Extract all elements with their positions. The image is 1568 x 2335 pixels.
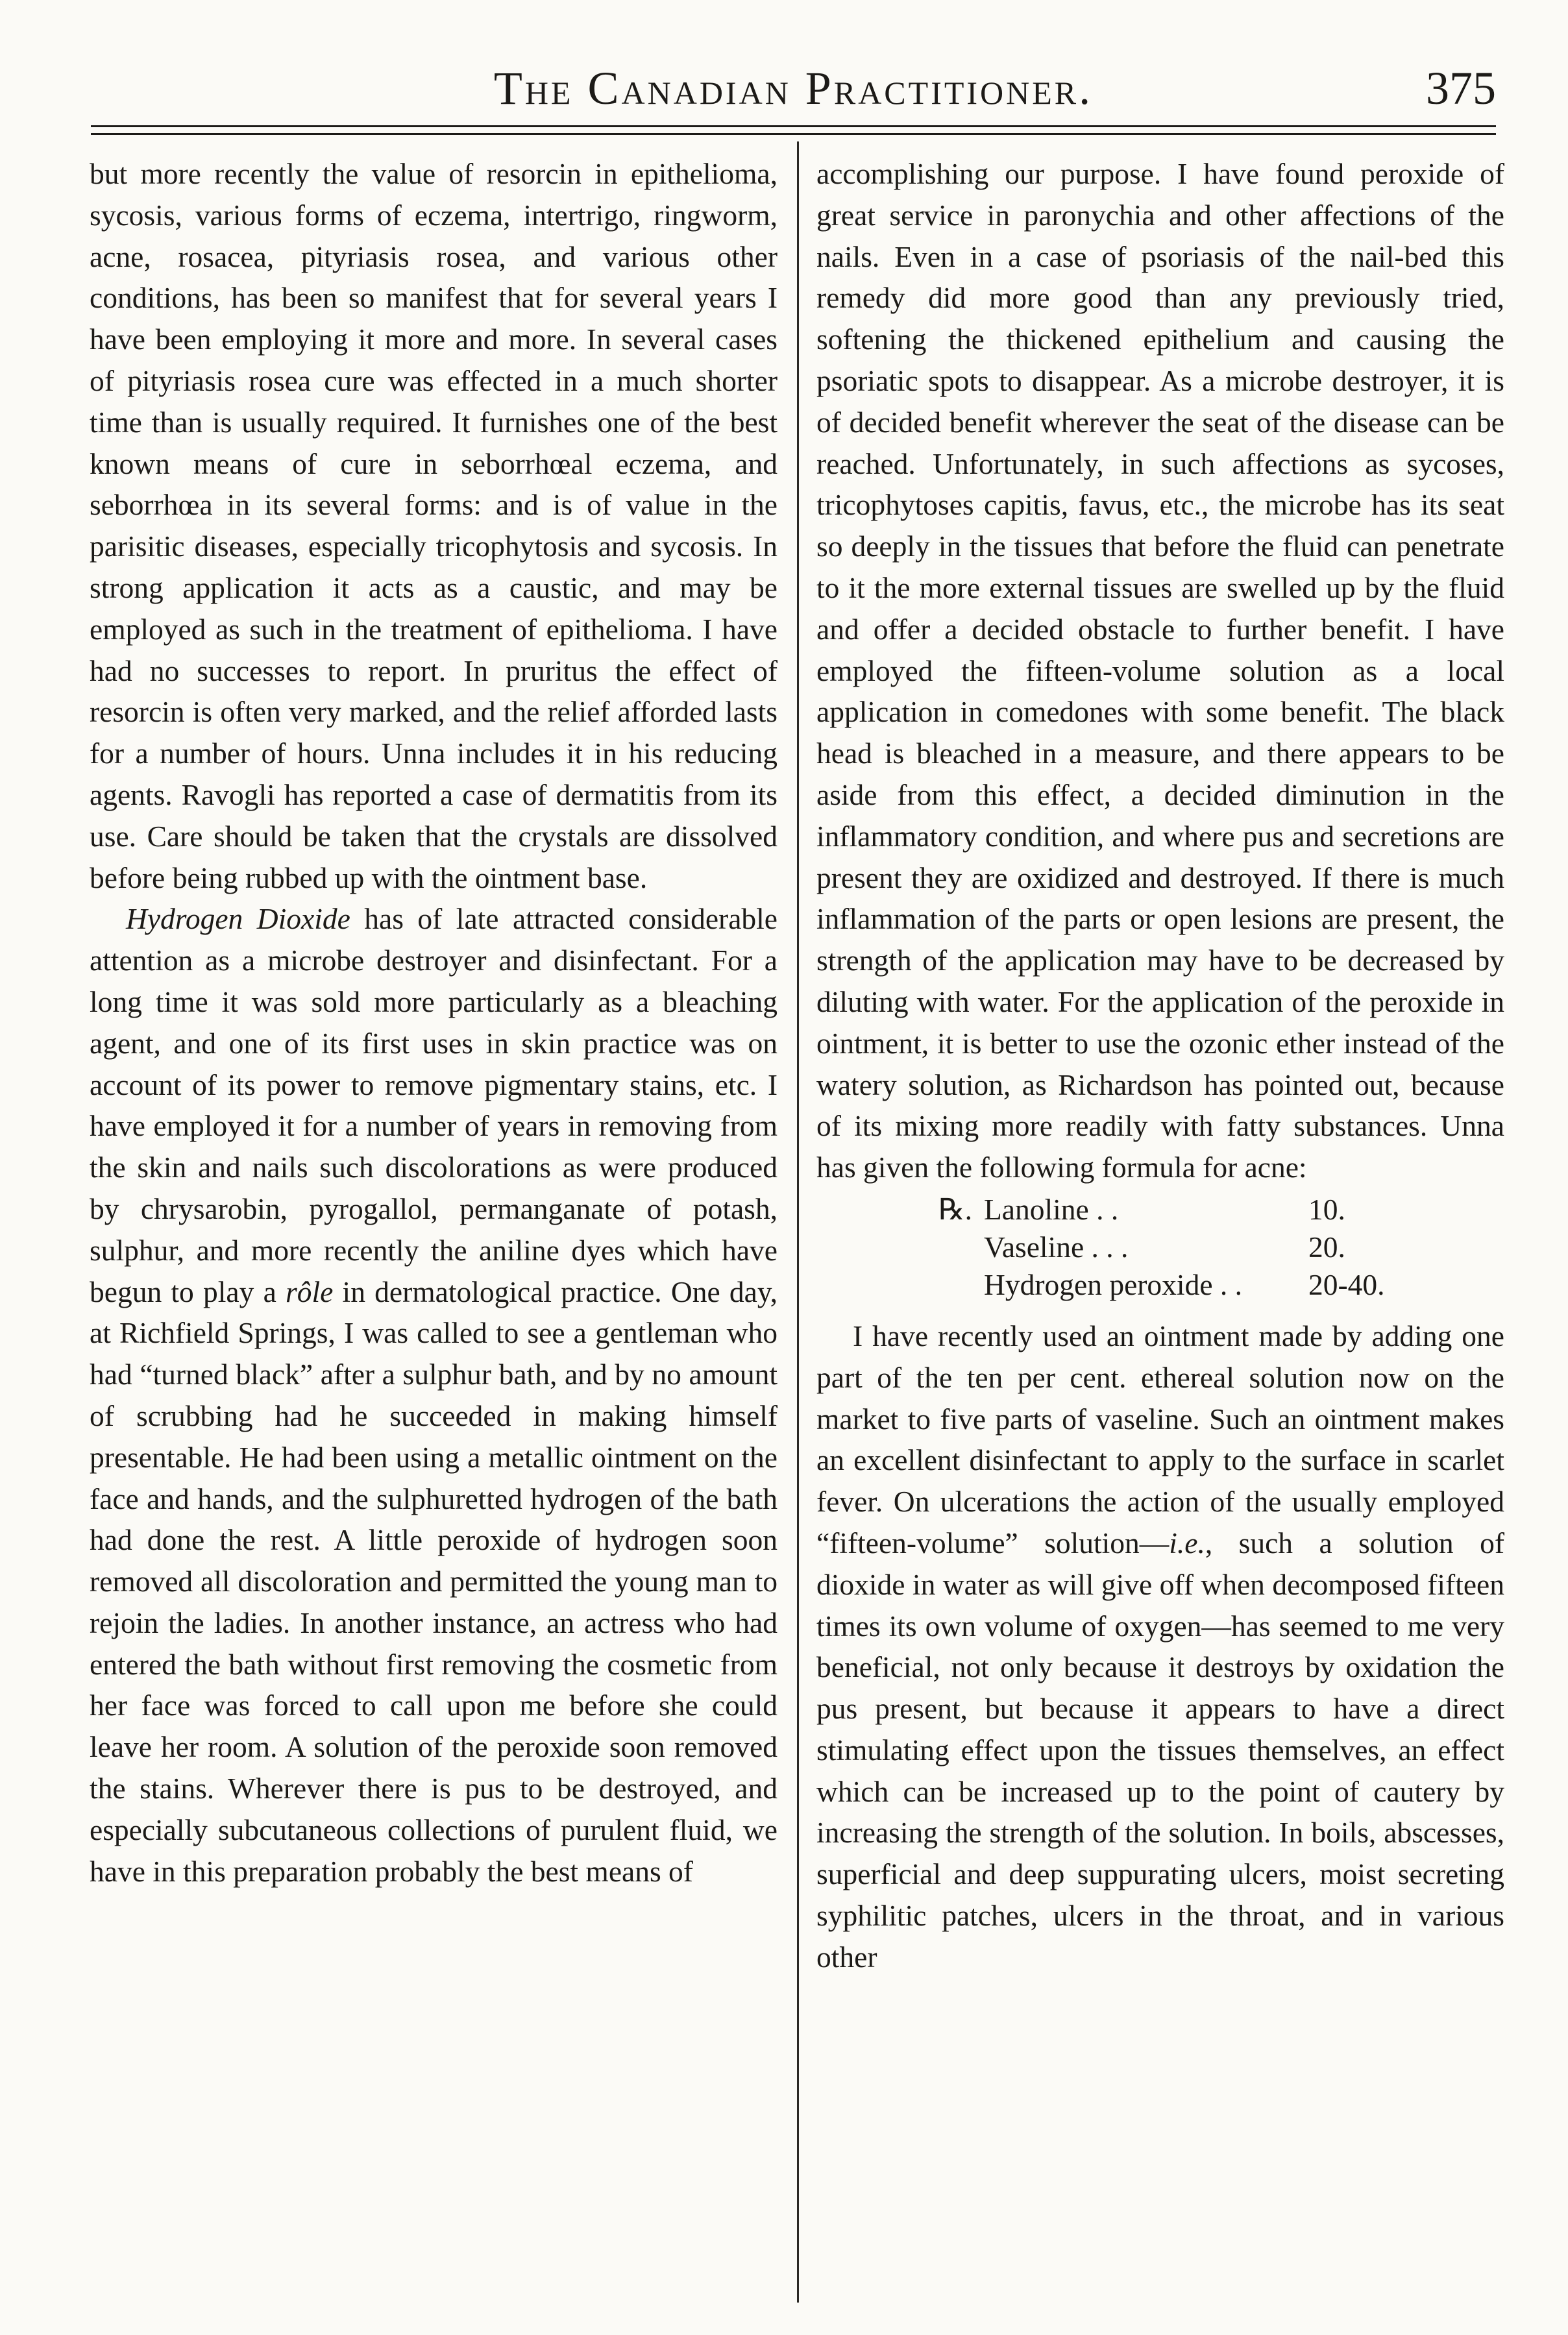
ointment-paragraph: [816, 1315, 1504, 1978]
formula-amount: 20.: [1308, 1230, 1345, 1264]
ointment-text-part1: I have recently used an ointment made by adding one part of the ten per cent. ethereal solution now on the market to five parts of vaseline. Such an ointment makes an excellent disinfectant to apply to the surface in scarlet fever. On ulcerations the action of the usually employed “fifteen-volume” solution—: [816, 1319, 1504, 1559]
resorcin-paragraph: but more recently the value of resorcin in epithelioma, sycosis, various forms of eczema, intertrigo, ringworm, acne, rosacea, pityriasis rosea, and various other conditions, has been so manifest that for several years I have been employing it more and more. In several cases of pityriasis rosea cure was effected in a much shorter time than is usually required. It furnishes one of the best known means of cure in seborrhœal eczema, and seborrhœa in its several forms: and is of value in the parisitic diseases, especially tricophytosis and sycosis. In strong application it acts as a caustic, and may be employed as such in the treatment of epithelioma. I have had no successes to report. In pruritus the effect of resorcin is often very marked, and the relief afforded lasts for a number of hours. Unna includes it in his reducing agents. Ravogli has reported a case of dermatitis from its use. Care should be taken that the crystals are dissolved before being rubbed up with the ointment base.: [90, 157, 778, 894]
formula-row: [816, 1191, 1504, 1229]
column-divider: [797, 141, 799, 2303]
ie-italic: i.e.: [1169, 1526, 1205, 1559]
formula-ingredient: Lanoline . .: [984, 1192, 1119, 1226]
page-number: 375: [1426, 62, 1496, 114]
formula-ingredient: Hydrogen peroxide . .: [984, 1267, 1243, 1301]
formula-amount: 10.: [1308, 1192, 1345, 1226]
left-column: [90, 153, 778, 1892]
running-title: The Canadian Practitioner.: [493, 62, 1094, 114]
formula-amount: 20-40.: [1308, 1267, 1385, 1301]
formula-row: [816, 1229, 1504, 1266]
hydrogen-dioxide-paragraph: [90, 898, 778, 1892]
role-italic: rôle: [286, 1275, 334, 1308]
formula-ingredient: Vaseline . . .: [984, 1230, 1129, 1264]
acne-formula: [816, 1191, 1504, 1304]
section-heading-hydrogen-dioxide: Hydrogen Dioxide: [126, 902, 350, 936]
page-header: [91, 62, 1496, 133]
header-rule-bottom: [91, 133, 1496, 135]
right-column: [816, 153, 1504, 1978]
ointment-text-part2: , such a solution of dioxide in water as will give off when decomposed fifteen times its own volume of oxygen—has seemed to me very beneficial, not only because it destroys by oxidation the pus present, but because it appears to have a direct stimulating effect upon the tissues themselves, an effect which can be increased up to the point of cautery by increasing the strength of the solution. In boils, abscesses, superficial and deep suppurating ulcers, moist secreting syphilitic patches, ulcers in the throat, and in various other: [816, 1526, 1504, 1974]
header-rule-top: [91, 125, 1496, 127]
formula-row: [816, 1266, 1504, 1304]
hydrogen-dioxide-text-part1: has of late attracted considerable attention as a microbe destroyer and disinfectant. For a long time it was sold more particularly as a bleaching agent, and one of its first uses in skin practice was on account of its power to remove pigmentary stains, etc. I have employed it for a number of years in removing from the skin and nails such discolorations as were produced by chrysarobin, pyrogallol, permanganate of potash, sulphur, and more recently the aniline dyes which have begun to play a: [90, 902, 778, 1308]
peroxide-uses-paragraph: accomplishing our purpose. I have found peroxide of great service in paronychia and other affections of the nails. Even in a case of psoriasis of the nail-bed this remedy did more good than any previously tried, softening the thickened epithelium and causing the psoriatic spots to disappear. As a microbe destroyer, it is of decided benefit wherever the seat of the disease can be reached. Unfortunately, in such affections as sycoses, tricophytoses capitis, favus, etc., the microbe has its seat so deeply in the tissues that before the fluid can penetrate to it the more external tissues are swelled up by the fluid and offer a decided obstacle to further benefit. I have employed the fifteen-volume solution as a local application in comedones with some benefit. The black head is bleached in a measure, and there appears to be aside from this effect, a decided diminution in the inflammatory condition, and where pus and secretions are present they are oxidized and destroyed. If there is much inflammation of the parts or open lesions are present, the strength of the application may have to be decreased by diluting with water. For the application of the peroxide in ointment, it is better to use the ozonic ether instead of the watery solution, as Richardson has pointed out, because of its mixing more readily with fatty substances. Unna has given the following formula for acne:: [816, 157, 1504, 1184]
recipe-symbol: ℞.: [938, 1192, 972, 1226]
hydrogen-dioxide-text-part2: in dermatological practice. One day, at Richfield Springs, I was called to see a gentleman who had “turned black” after a sulphur bath, and by no amount of scrubbing had he succeeded in making himself presentable. He had been using a metallic ointment on the face and hands, and the sulphuretted hydrogen of the bath had done the rest. A little peroxide of hydrogen soon removed all discoloration and permitted the young man to rejoin the ladies. In another instance, an actress who had entered the bath without first removing the cosmetic from her face was forced to call upon me before she could leave her room. A solution of the peroxide soon removed the stains. Wherever there is pus to be destroyed, and especially subcutaneous collections of purulent fluid, we have in this preparation probably the best means of: [90, 1275, 778, 1888]
